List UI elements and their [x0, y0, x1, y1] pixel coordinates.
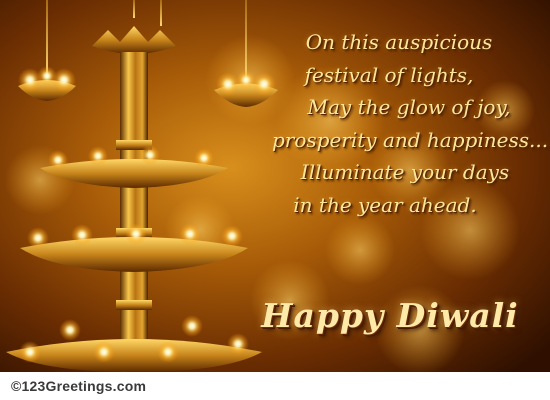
copyright-link[interactable]: ©123Greetings.com: [11, 378, 147, 394]
message-line: Illuminate your days: [300, 160, 510, 184]
message-line: in the year ahead.: [293, 192, 477, 217]
greeting-message: [250, 26, 549, 221]
happy-diwali-title: Happy Diwali: [261, 296, 519, 335]
footer-bar: [0, 372, 550, 400]
message-line: May the glow of joy,: [307, 95, 511, 119]
message-line: festival of lights,: [304, 62, 474, 87]
message-line: prosperity and happiness...: [272, 127, 549, 152]
message-line: On this auspicious: [305, 30, 493, 54]
